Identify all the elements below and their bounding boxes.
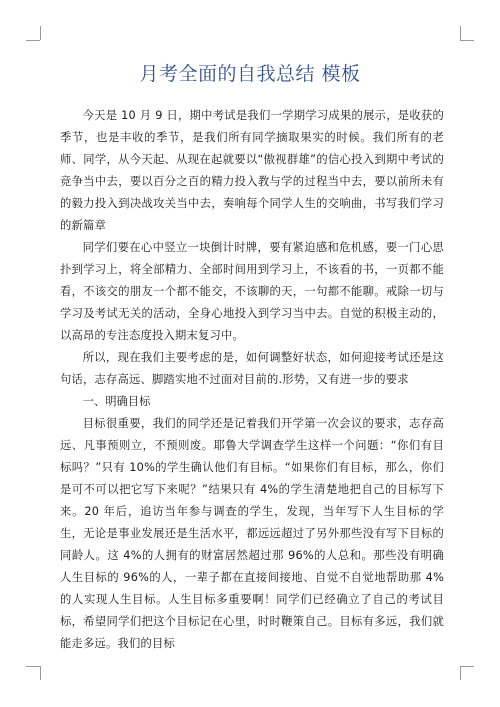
document-title: 月考全面的自我总结 模板 (139, 63, 361, 85)
paragraph-focus: 同学们要在心中竖立一块倒计时牌，要有紧迫感和危机感，要一门心思扑到学习上，将全部精力、全部时间用到学习上，不该看的书，一页都不能看，不该交的朋友一个都不能交，不该聊的天，一句都不能聊。戒除一切与学习及考试无关的活动，全身心地投入到学习当中去。自觉的积极主动的，以高昂的专注态度投入期末复习中。 (60, 241, 444, 342)
corner-mark-bottom-left-vertical (40, 666, 41, 680)
corner-mark-bottom-right-horizontal (460, 666, 474, 667)
corner-mark-top-left-horizontal (26, 40, 40, 41)
corner-mark-bottom-left-horizontal (26, 666, 40, 667)
paragraph-goals: 目标很重要，我们的同学还是记着我们开学第一次会议的要求，志存高远、凡事预则立，不预则废。耶鲁大学调查学生这样一个问题：“你们有目标吗？”只有 10%的学生确认他们有目标。“如果你们有目标，那么，你们是可不可以把它写下来呢？”结果只有 4%的学生清楚地把自己的目标写下来。20 年后，追访当年参与调查的学生，发现，当年写下人生目标的学生，无论是事业发展还是生活水平，都远远超过了另外那些没有写下目标的同龄人。这 4%的人拥有的财富居然超过那 96%的人总和。那些没有明确人生目标的 96%的人，一辈子都在直接间接地、自觉不自觉地帮助那 4%的人实现人生目标。人生目标多重要啊！同学们已经确立了自己的考试目标，希望同学们把这个目标记在心里，时时鞭策自己。目标有多远，我们就能走多远。我们的目标 (60, 417, 444, 650)
corner-mark-bottom-right-vertical (460, 666, 461, 680)
document-body (60, 105, 444, 655)
paragraph-transition: 所以，现在我们主要考虑的是，如何调整好状态，如何迎接考试还是这句话，志存高远、脚踏实地不过面对目前的.形势，又有进一步的要求 (60, 351, 444, 386)
corner-mark-top-right-vertical (460, 26, 461, 40)
section-heading: 一、明确目标 (82, 395, 151, 408)
corner-mark-top-left-vertical (40, 26, 41, 40)
paragraph-intro: 今天是 10 月 9 日，期中考试是我们一学期学习成果的展示，是收获的季节，也是丰收的季节，是我们所有同学摘取果实的时候。我们所有的老师、同学，从今天起、从现在起就要以“傲视群雄”的信心投入到期中考试的竞争当中去，要以百分之百的精力投入教与学的过程当中去，要以前所未有的毅力投入到决战攻关当中去，奏响每个同学人生的交响曲，书写我们学习的新篇章 (60, 109, 444, 232)
corner-mark-top-right-horizontal (460, 40, 474, 41)
